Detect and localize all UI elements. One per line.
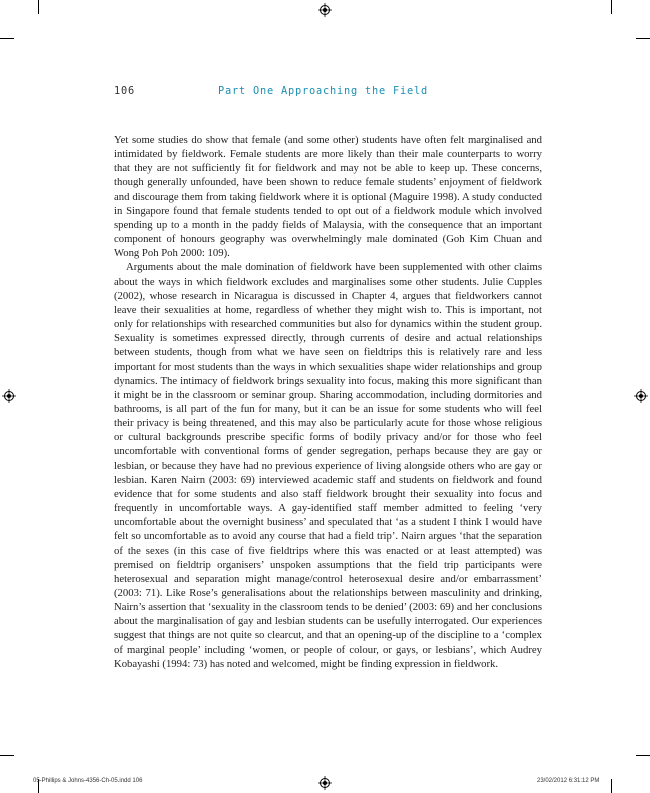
page-number: 106 [114,85,135,97]
crop-mark-top-right-horizontal [636,38,650,39]
registration-mark-bottom-icon [318,776,332,790]
paragraph-1: Yet some studies do show that female (and some other) students have often felt marginalised and intimidated by fieldwork. Female students are more likely than their male counterparts to worry that they are not sufficiently fit for fieldwork and may not be able to keep up. These concerns, though generally unfounded, have been shown to reduce female students’ enjoyment of fieldwork and discourage them from taking fieldwork where it is optional (Maguire 1998). A study conducted in Singapore found that female students tended to opt out of a fieldwork module which involved spending up to a month in the paddy fields of Malaysia, with the consequence that an important component of honours geography was overwhelmingly male dominated (Goh Kim Chuan and Wong Poh Poh 2000: 109). [114,134,542,260]
crop-mark-top-left-horizontal [0,38,14,39]
crop-mark-bottom-right-horizontal [636,755,650,756]
body-text [114,133,542,671]
crop-mark-bottom-right-vertical [611,779,612,793]
crop-mark-top-right-vertical [611,0,612,14]
part-title: Part One Approaching the Field [218,85,428,97]
registration-mark-right-icon [634,389,648,403]
registration-mark-left-icon [2,389,16,403]
paragraph-2: Arguments about the male domination of fieldwork have been supplemented with other claims about the ways in which fieldwork excludes and marginalises some other students. Julie Cupples (2002), whose research in Nicaragua is discussed in Chapter 4, argues that fieldworkers cannot leave their sexualities at home, regardless of whether they might wish to. This is important, not only for relationships with researched communities but also for dynamics within the student group. Sexuality is sometimes expressed directly, through currents of desire and actual relationships between students, though from what we have seen on fieldtrips this is relatively rare and less important for most students than the ways in which sexualities shape wider relationships and group dynamics. The intimacy of fieldwork brings sexuality into focus, making this more significant than it might be in the classroom or seminar group. Sharing accommodation, including dormitories and bathrooms, is all part of the fun for many, but it can be an issue for some students who will feel their privacy is being threatened, and this may also be particularly acute for those whose religious or cultural backgrounds prescribe specific forms of bodily privacy and/or for those who feel uncomfortable with conventional forms of gender segregation, perhaps because they are gay or lesbian, or because they have had no previous experience of living alongside others who are gay or lesbian. Karen Nairn (2003: 69) interviewed academic staff and students on fieldwork and found evidence that for some students and also staff fieldwork brought their sexuality into focus and frequently in uncomfortable ways. A gay-identified staff member admitted to feeling ‘very uncomfortable about the overnight business’ and speculated that ‘as a student I think I would have felt so uncomfortable as to avoid any course that had a field trip’. Nairn argues ‘that the separation of the sexes (in this case of five fieldtrips where this was enacted or at least attempted) was premised on fieldtrip organisers’ unspoken assumptions that the field trip participants were heterosexual and separation might manage/control heterosexual desire and/or embarrassment’ (2003: 71). Like Rose’s generalisations about the relationships between masculinity and drinking, Nairn’s assertion that ‘sexuality in the classroom tends to be denied’ (2003: 69) and her conclusions about the marginalisation of gay and lesbian students can be usefully interrogated. Our experiences suggest that things are not quite so clearcut, and that an opening-up of the discipline to a ‘complex of marginal people’ including ‘women, or people of colour, or gays, or lesbians’, which Audrey Kobayashi (1994: 73) has noted and welcomed, might be finding expression in fieldwork. [114,261,542,670]
registration-mark-top-icon [318,3,332,17]
crop-mark-bottom-left-horizontal [0,755,14,756]
slug-timestamp: 23/02/2012 6:31:12 PM [537,778,600,784]
slug-file-info: 05-Phillips & Johns-4356-Ch-05.indd 106 [33,778,143,784]
crop-mark-top-left-vertical [38,0,39,14]
running-head [114,85,544,97]
